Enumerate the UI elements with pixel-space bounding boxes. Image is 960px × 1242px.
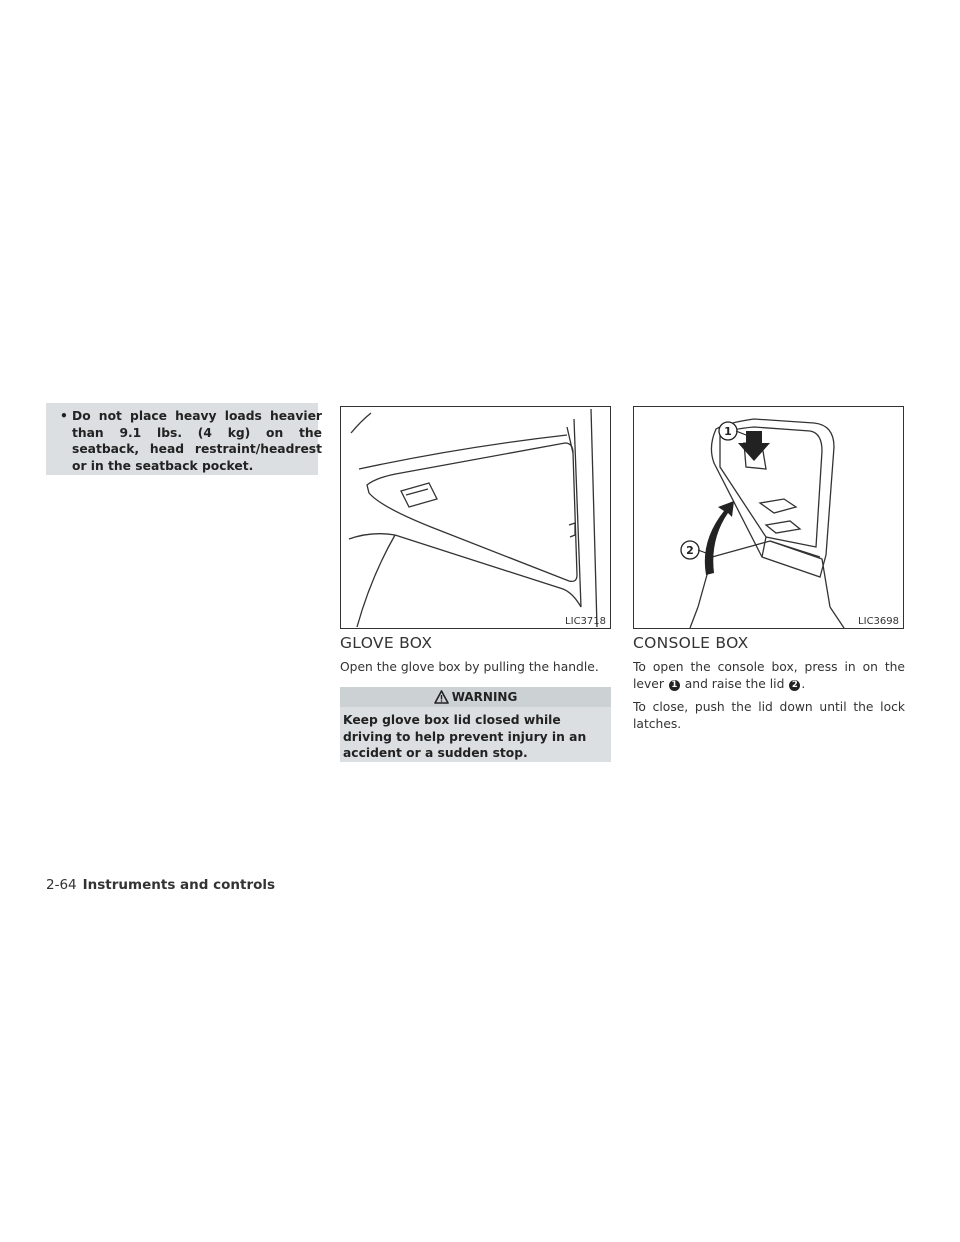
warning-label: WARNING bbox=[451, 690, 518, 704]
caution-item bbox=[60, 408, 322, 474]
chapter-title: Instruments and controls bbox=[82, 877, 276, 893]
glove-box-figure bbox=[340, 406, 611, 629]
bullet: • bbox=[60, 409, 68, 423]
console-box-paragraph-2: To close, push the lid down until the lock latches. bbox=[633, 700, 905, 731]
callout-2-badge: 2 bbox=[789, 680, 800, 691]
callout-2: 2 bbox=[686, 544, 694, 557]
console-box-figure bbox=[633, 406, 904, 629]
console-box-paragraph-1 bbox=[633, 659, 905, 692]
callout-1: 1 bbox=[724, 425, 732, 438]
warning-icon bbox=[434, 690, 449, 704]
figure-code: LIC3698 bbox=[858, 616, 899, 627]
caution-box bbox=[46, 403, 322, 475]
page-footer bbox=[46, 877, 275, 893]
caution-text: Do not place heavy loads heavier than 9.1 lbs. (4 kg) on the seatback, head restraint/headrest or in the seatback pocket. bbox=[72, 409, 322, 473]
page-number: 2-64 bbox=[46, 877, 77, 893]
warning-text: Keep glove box lid closed while driving to help prevent injury in an accident or a sudden stop. bbox=[343, 713, 587, 760]
callout-1-badge: 1 bbox=[669, 680, 680, 691]
glove-box-body: Open the glove box by pulling the handle. bbox=[340, 660, 599, 674]
warning-box bbox=[340, 687, 611, 762]
console-p1-end: . bbox=[801, 676, 806, 691]
glove-box-illustration bbox=[341, 407, 610, 628]
console-p1-start: To open the console box, press in on the lever bbox=[633, 660, 905, 691]
glove-box-heading: GLOVE BOX bbox=[340, 634, 433, 652]
console-p1-middle: and raise the lid bbox=[684, 676, 785, 691]
console-box-illustration bbox=[634, 407, 903, 628]
console-box-heading: CONSOLE BOX bbox=[633, 634, 749, 652]
figure-code: LIC3718 bbox=[565, 616, 606, 627]
warning-header bbox=[340, 687, 611, 707]
